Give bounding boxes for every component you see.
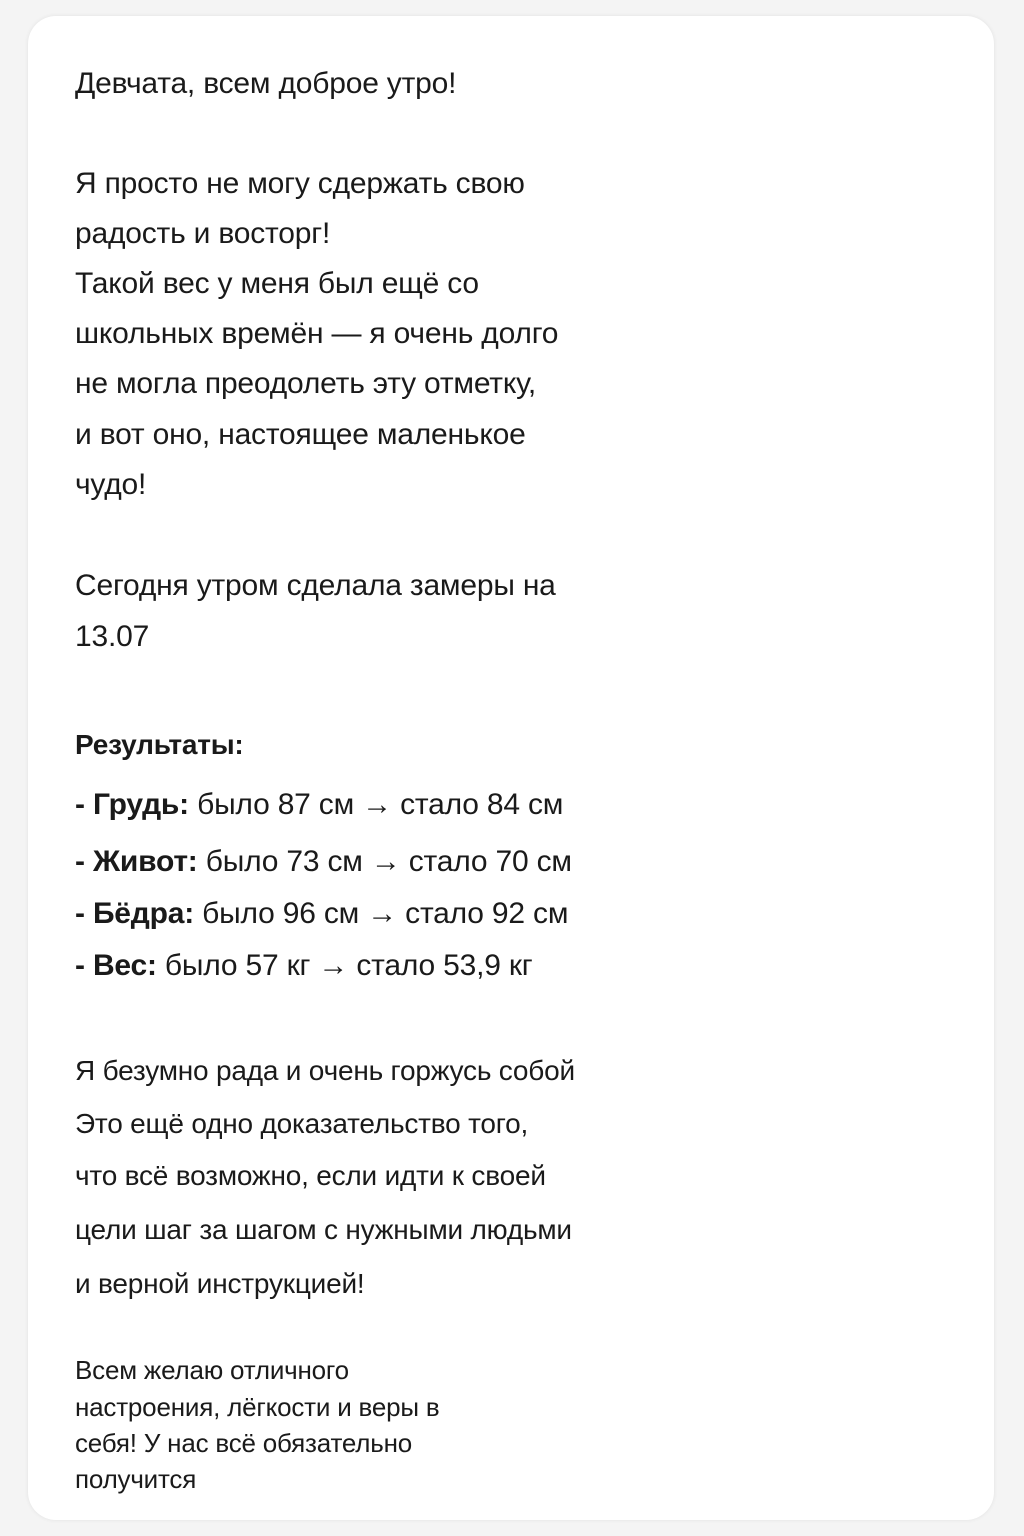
measure-date: 13.07: [75, 620, 150, 653]
intro-line: школьных времён — я очень долго: [75, 317, 559, 350]
result-value: было 96 см → стало 92 см: [194, 897, 569, 930]
result-item: [75, 949, 533, 983]
result-value: было 57 кг → стало 53,9 кг: [156, 949, 533, 982]
result-label: Живот:: [92, 845, 198, 878]
closing-line: настроения, лёгкости и веры в: [75, 1392, 440, 1422]
intro-line: радость и восторг!: [75, 217, 331, 250]
result-prefix: -: [75, 845, 93, 878]
result-label: Вес:: [92, 949, 157, 982]
measure-line: Сегодня утром сделала замеры на: [75, 569, 556, 602]
result-value: было 87 см → стало 84 см: [188, 788, 564, 821]
intro-line: чудо!: [75, 468, 147, 501]
intro-line: Такой вес у меня был ещё со: [75, 267, 479, 300]
proud-line: Я безумно рада и очень горжусь собой: [75, 1055, 575, 1086]
result-label: Бёдра:: [92, 897, 195, 930]
result-prefix: -: [75, 788, 93, 821]
result-item: [75, 788, 563, 822]
result-prefix: -: [75, 949, 93, 982]
results-title: Результаты:: [75, 729, 244, 760]
result-item: [75, 897, 568, 931]
proud-line: Это ещё одно доказательство того,: [75, 1108, 529, 1139]
result-item: [75, 845, 572, 879]
closing-line: себя! У нас всё обязательно: [75, 1428, 413, 1458]
proud-line: цели шаг за шагом с нужными людьми: [75, 1214, 572, 1245]
proud-line: что всё возможно, если идти к своей: [75, 1160, 546, 1191]
intro-line: и вот оно, настоящее маленькое: [75, 418, 526, 451]
intro-line: не могла преодолеть эту отметку,: [75, 367, 537, 400]
proud-line: и верной инструкцией!: [75, 1268, 365, 1299]
intro-line: Я просто не могу сдержать свою: [75, 167, 525, 200]
greeting-text: Девчата, всем доброе утро!: [75, 67, 457, 100]
result-value: было 73 см → стало 70 см: [197, 845, 572, 878]
result-prefix: -: [75, 897, 93, 930]
closing-line: получится: [75, 1464, 197, 1494]
result-label: Грудь:: [92, 788, 189, 821]
closing-line: Всем желаю отличного: [75, 1355, 349, 1385]
